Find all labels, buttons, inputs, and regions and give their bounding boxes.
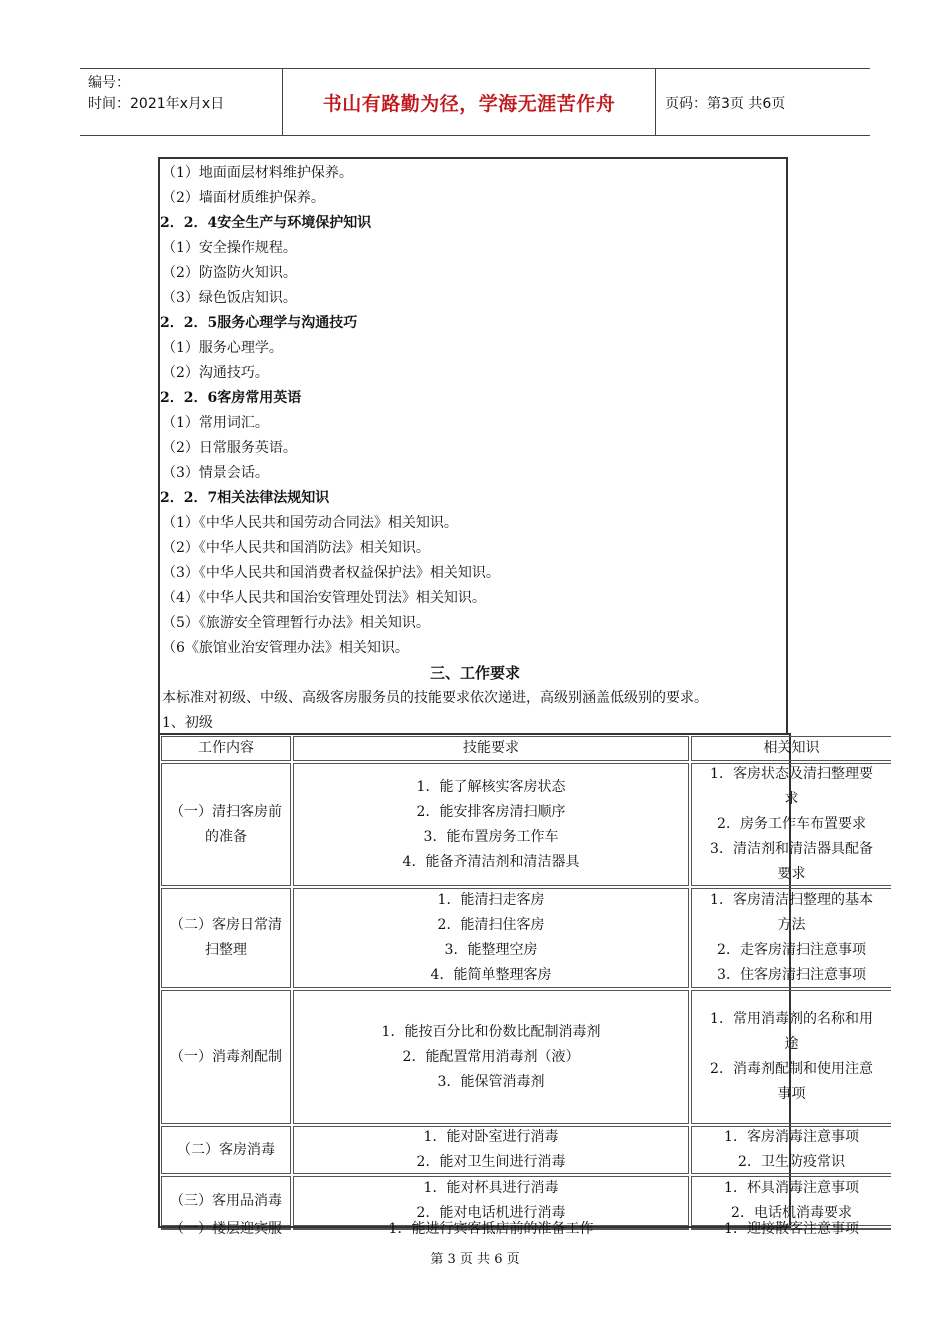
- skill-cell: [293, 1126, 689, 1174]
- section-title: 三、工作要求: [429, 664, 520, 682]
- body-line: （5）《旅游安全管理暂行办法》相关知识。: [162, 615, 430, 631]
- knowledge-cell-line: 2．走客房清扫注意事项: [717, 942, 866, 958]
- work-content-cell-line: 的准备: [205, 828, 247, 845]
- header-divider: [655, 69, 656, 135]
- knowledge-cell-line: 2．电话机消毒要求: [731, 1205, 852, 1221]
- knowledge-cell-line: 1．常用消毒剂的名称和用: [710, 1011, 873, 1027]
- table-row: [158, 990, 873, 1124]
- skill-cell-line: 2．能对电话机进行消毒: [416, 1205, 566, 1221]
- knowledge-cell: [691, 1220, 891, 1237]
- body-line: （1）服务心理学。: [162, 340, 283, 356]
- body-line: （2）墙面材质维护保养。: [162, 190, 325, 206]
- work-content-cell-line: （一）消毒剂配制: [170, 1048, 282, 1065]
- body-line: （1）地面面层材料维护保养。: [162, 165, 353, 181]
- work-content-cell-line: （一）楼层迎宾服: [170, 1220, 282, 1237]
- page-footer: 第 3 页 共 6 页: [430, 1252, 520, 1267]
- knowledge-cell: [691, 990, 891, 1124]
- knowledge-cell: [691, 1126, 891, 1174]
- skill-cell-line: 1．能进行宾客抵店前的准备工作: [388, 1220, 594, 1237]
- number-label: 编号：: [88, 75, 130, 91]
- skill-cell-line: 1．能按百分比和份数比配制消毒剂: [381, 1023, 601, 1040]
- knowledge-cell-line: 求: [784, 791, 799, 807]
- knowledge-cell-line: 方法: [777, 917, 806, 933]
- level-label: 1、初级: [162, 715, 213, 731]
- section-heading: 2．2．5服务心理学与沟通技巧: [160, 315, 358, 331]
- skill-cell-line: 2．能对卫生间进行消毒: [416, 1154, 566, 1170]
- body-line: （1）《中华人民共和国劳动合同法》相关知识。: [162, 515, 458, 531]
- knowledge-cell-line: 1．杯具消毒注意事项: [724, 1180, 859, 1196]
- table-header-row: [158, 736, 820, 761]
- skill-cell: [293, 990, 689, 1124]
- skill-cell-line: 3．能布置房务工作车: [423, 828, 559, 845]
- section-heading: 2．2．4安全生产与环境保护知识: [160, 215, 372, 231]
- knowledge-cell-line: 1．客房清洁扫整理的基本: [710, 892, 873, 908]
- skill-cell: [293, 763, 689, 886]
- skill-cell-line: 4．能备齐清洁剂和清洁器具: [402, 853, 580, 870]
- body-line: （2）日常服务英语。: [162, 440, 297, 456]
- body-line: （1）常用词汇。: [162, 415, 269, 431]
- header-page-label: 页码：第3页 共6页: [665, 96, 786, 112]
- body-line: （2）《中华人民共和国消防法》相关知识。: [162, 540, 430, 556]
- knowledge-cell-line: 1．客房状态及清扫整理要: [710, 766, 873, 782]
- table-row: [158, 1126, 859, 1174]
- body-line: （1）安全操作规程。: [162, 240, 297, 256]
- table-row: [158, 888, 873, 988]
- column-header: 技能要求: [293, 736, 689, 761]
- work-content-cell-line: （二）客房消毒: [177, 1141, 275, 1158]
- knowledge-cell: [691, 763, 891, 886]
- body-line: （2）沟通技巧。: [162, 365, 269, 381]
- work-content-cell: [161, 990, 291, 1124]
- time-label: 时间：2021年x月x日: [88, 96, 225, 112]
- header-meta: [88, 73, 224, 115]
- body-line: （2）防盗防火知识。: [162, 265, 297, 281]
- knowledge-cell-line: 1．客房消毒注意事项: [724, 1129, 859, 1145]
- work-content-cell-line: 扫整理: [205, 942, 247, 958]
- body-line: （3）《中华人民共和国消费者权益保护法》相关知识。: [162, 565, 500, 581]
- body-line: （3）情景会话。: [162, 465, 269, 481]
- work-content-cell-line: （二）客房日常清: [170, 917, 282, 933]
- skill-cell: [293, 888, 689, 988]
- knowledge-cell-line: 途: [784, 1036, 799, 1052]
- body-line: （6《旅馆业治安管理办法》相关知识。: [162, 640, 409, 656]
- column-header: 相关知识: [691, 736, 891, 761]
- knowledge-cell-line: 2．房务工作车布置要求: [717, 816, 866, 832]
- section-heading: 2．2．6客房常用英语: [160, 390, 302, 406]
- skill-cell: [293, 1220, 689, 1237]
- work-content-cell: [161, 763, 291, 886]
- skill-cell-line: 1．能了解核实客房状态: [416, 778, 566, 795]
- section-intro: 本标准对初级、中级、高级客房服务员的技能要求依次递进，高级别涵盖低级别的要求。: [162, 690, 708, 706]
- skill-cell-line: 1．能清扫走客房: [437, 892, 545, 908]
- work-content-cell-line: （一）清扫客房前: [170, 803, 282, 820]
- skill-cell-line: 1．能对卧室进行消毒: [423, 1129, 559, 1145]
- page-header: [80, 68, 870, 136]
- table-row: [158, 763, 873, 886]
- knowledge-cell: [691, 888, 891, 988]
- work-content-cell: [161, 888, 291, 988]
- skill-cell-line: 3．能保管消毒剂: [437, 1073, 545, 1090]
- skill-cell-line: 2．能配置常用消毒剂（液）: [402, 1048, 580, 1065]
- knowledge-cell-line: 要求: [777, 866, 806, 882]
- body-line: （3）绿色饭店知识。: [162, 290, 297, 306]
- work-content-cell: [161, 1126, 291, 1174]
- knowledge-cell-line: 2．消毒剂配制和使用注意: [710, 1061, 873, 1077]
- skill-cell-line: 4．能简单整理客房: [430, 967, 552, 983]
- skill-cell-line: 2．能安排客房清扫顺序: [416, 803, 566, 820]
- knowledge-cell-line: 事项: [777, 1086, 806, 1102]
- skill-cell-line: 3．能整理空房: [444, 942, 538, 958]
- knowledge-cell-line: 3．清洁剂和清洁器具配备: [710, 841, 873, 857]
- header-motto: 书山有路勤为径，学海无涯苦作舟: [322, 92, 616, 115]
- work-content-cell: [161, 1220, 291, 1237]
- knowledge-cell-line: 3．住客房清扫注意事项: [717, 967, 866, 983]
- skill-cell-line: 1．能对杯具进行消毒: [423, 1180, 559, 1196]
- knowledge-cell-line: 1．迎接散客注意事项: [724, 1220, 859, 1237]
- knowledge-cell-line: 2．卫生防疫常识: [738, 1154, 845, 1170]
- work-content-cell-line: （三）客用品消毒: [170, 1192, 282, 1209]
- body-line: （4）《中华人民共和国治安管理处罚法》相关知识。: [162, 590, 486, 606]
- section-heading: 2．2．7相关法律法规知识: [160, 490, 330, 506]
- column-header: 工作内容: [161, 736, 291, 761]
- skill-cell-line: 2．能清扫住客房: [437, 917, 545, 933]
